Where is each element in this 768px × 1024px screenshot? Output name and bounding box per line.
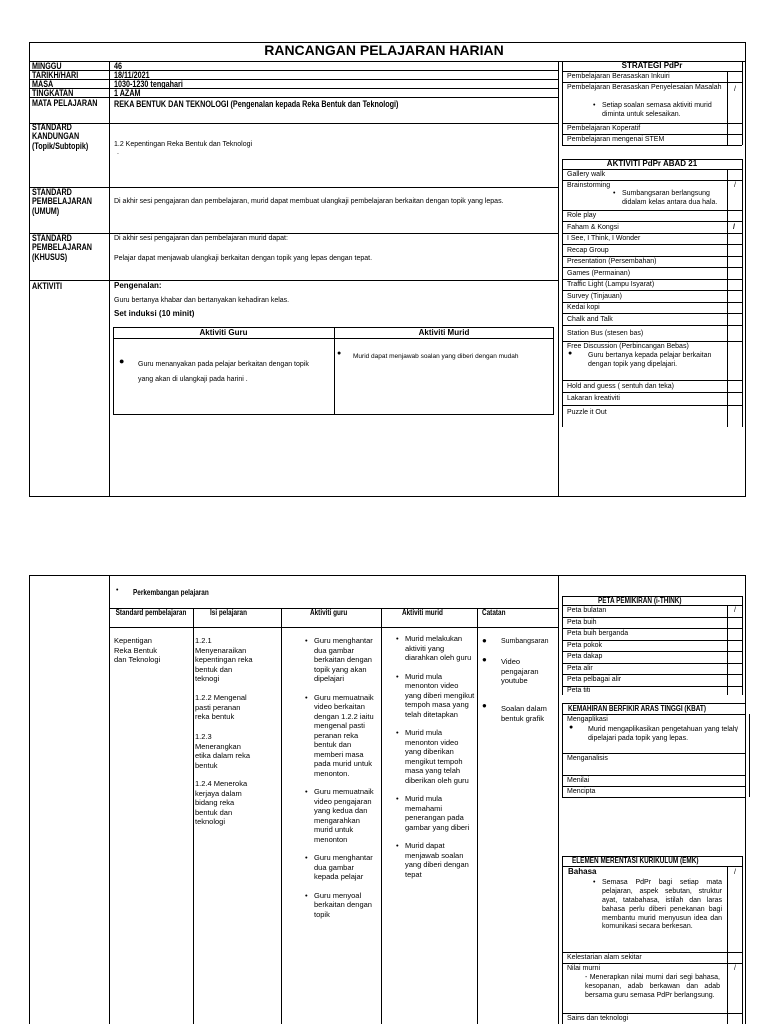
abad21-item-recap: Recap Group bbox=[567, 247, 609, 254]
peta-tick: / bbox=[734, 607, 736, 614]
guru-text: Guru menanyakan pada pelajar berkaitan dengan topik yang akan di ulangkaji pada harini . bbox=[138, 361, 309, 383]
abad21-item-presentation: Presentation (Persembahan) bbox=[567, 258, 657, 265]
emk-kelestarian: Kelestarian alam sekitar bbox=[567, 954, 642, 961]
pengenalan-text: Guru bertanya khabar dan bertanyakan kehadiran kelas. bbox=[114, 297, 290, 304]
murid-item-1: • Murid melakukan aktiviti yang diarahkan oleh guru bbox=[405, 634, 476, 663]
emk-nilai-text: - Menerapkan nilai murni dari segi bahasa, kesopanan, adab berkawan dan adab bersama guru semasa PdPr berlangsung. bbox=[585, 974, 720, 999]
mata-label: MATA PELAJARAN bbox=[32, 98, 98, 108]
emk-header: ELEMEN MERENTASI KURIKULUM (EMK) bbox=[572, 856, 699, 865]
catatan-3: Soalan dalam bentuk grafik bbox=[501, 704, 547, 723]
strategi-item-koperatif: Pembelajaran Koperatif bbox=[567, 125, 641, 132]
abad21-header: AKTIVITI PdPr ABAD 21 bbox=[606, 159, 698, 168]
emk-tick-bahasa: / bbox=[734, 869, 736, 876]
peta-item-bulatan: Peta bulatan bbox=[567, 607, 607, 614]
isi-4: 1.2.4 Meneroka kerjaya dalam bidang reka bentuk dan teknologi bbox=[195, 779, 248, 827]
kbat-bullet: Murid mengaplikasikan pengetahuan yang telah dipelajari pada topik yang lepas. bbox=[588, 726, 737, 742]
col-standard: Standard pembelajaran bbox=[115, 608, 187, 617]
abad21-tick-brainstorming: / bbox=[734, 182, 736, 189]
murid-item-2: • Murid mula menonton video yang diberi mengikut tempoh masa yang telah ditetapkan bbox=[405, 672, 476, 720]
catatan-1: Sumbangsaran bbox=[501, 638, 549, 645]
pengenalan-heading: Pengenalan: bbox=[114, 281, 162, 290]
catatan-2: Video pengajaran youtube bbox=[501, 657, 539, 686]
guru-item-3: • Guru memuatnaik video pengajaran yang kedua dan mengarahkan murid untuk menonton bbox=[314, 787, 374, 844]
strategi-item-inkuiri: Pembelajaran Berasaskan Inkuiri bbox=[567, 73, 670, 80]
peta-item-pokok: Peta pokok bbox=[567, 642, 603, 649]
peta-item-titi: Peta titi bbox=[567, 687, 591, 694]
mata-value: REKA BENTUK DAN TEKNOLOGI (Pengenalan kepada Reka Bentuk dan Teknologi) bbox=[114, 99, 399, 109]
abad21-item-lakaran: Lakaran kreativiti bbox=[567, 395, 620, 402]
masa-value: 1030-1230 tengahari bbox=[114, 79, 183, 89]
spk-value-1: Di akhir sesi pengajaran dan pembelajaran murid dapat: bbox=[114, 235, 288, 242]
emk-sains: Sains dan teknologi bbox=[567, 1015, 629, 1022]
abad21-item-hold: Hold and guess ( sentuh dan teka) bbox=[567, 383, 675, 390]
page-title: RANCANGAN PELAJARAN HARIAN bbox=[264, 42, 504, 58]
masa-label: MASA bbox=[32, 79, 54, 89]
abad21-item-traffic: Traffic Light (Lampu Isyarat) bbox=[567, 281, 655, 288]
col-murid: Aktiviti murid bbox=[402, 608, 443, 617]
abad21-item-isee: I See, I Think, I Wonder bbox=[567, 235, 641, 242]
murid-item-4: • Murid mula memahami penerangan pada gambar yang diberi bbox=[405, 794, 476, 832]
minggu-label: MINGGU bbox=[32, 61, 62, 71]
brainstorm-bullet: • Sumbangsaran berlangsung didalam kelas antara dua hala. bbox=[622, 190, 724, 208]
col-catatan: Catatan bbox=[482, 608, 506, 617]
guru-item-1: • Guru menghantar dua gambar berkaitan dengan topik yang akan dipelajari bbox=[314, 636, 374, 684]
abad21-item-station: Station Bus (stesen bas) bbox=[567, 330, 644, 337]
isi-1: 1.2.1 Menyenaraikan kepentingan reka bentuk dan teknogi bbox=[195, 636, 253, 684]
abad21-item-roleplay: Role play bbox=[567, 212, 597, 219]
murid-header: Aktiviti Murid bbox=[418, 328, 470, 337]
sk-label: STANDARD KANDUNGAN (Topik/Subtopik) bbox=[32, 122, 89, 151]
abad21-item-kedai: Kedai kopi bbox=[567, 304, 600, 311]
sk-value: 1.2 Kepentingan Reka Bentuk dan Teknologi bbox=[114, 141, 253, 148]
abad21-item-faham: Faham & Kongsi bbox=[567, 224, 619, 231]
peta-item-alir: Peta alir bbox=[567, 665, 593, 672]
abad21-item-survey: Survey (Tinjauan) bbox=[567, 293, 622, 300]
peta-header: PETA PEMIKIRAN (i-THINK) bbox=[598, 596, 682, 605]
murid-item-5: • Murid dapat menjawab soalan yang diberi dengan tepat bbox=[405, 841, 476, 879]
murid-text: Murid dapat menjawab soalan yang diberi dengan mudah bbox=[353, 353, 519, 360]
guru-item-4: • Guru menghantar dua gambar kepada pelajar bbox=[314, 853, 374, 882]
abad21-item-games: Games (Permainan) bbox=[567, 270, 631, 277]
tarikh-label: TARIKH/HARI bbox=[32, 70, 79, 80]
emk-tick-nilai: / bbox=[734, 965, 736, 972]
emk-bahasa-bullet: • Semasa PdPr bagi setiap mata pelajaran, aspek sebutan, struktur ayat, tatabahasa, istilah dan laras bahasa perlu diberi penekanan bagi membantu murid menyusun idea dan komunikasi secara berkesan. bbox=[602, 879, 722, 932]
peta-item-buih-berganda: Peta buih berganda bbox=[567, 630, 629, 637]
spu-label: STANDARD PEMBELAJARAN (UMUM) bbox=[32, 187, 93, 216]
free-bullet: Guru bertanya kepada pelajar berkaitan dengan topik yang dipelajari. bbox=[588, 352, 712, 368]
perkembangan-heading: Perkembangan pelajaran bbox=[133, 588, 209, 597]
tingkatan-value: 1 AZAM bbox=[114, 88, 141, 98]
spu-value: Di akhir sesi pengajaran dan pembelajaran, murid dapat membuat ulangkaji pembelajaran berkaitan dengan topik yang lepas. bbox=[114, 198, 504, 205]
emk-bahasa: Bahasa bbox=[568, 867, 597, 876]
kbat-item-menilai: Menilai bbox=[567, 777, 590, 784]
sk-dot: . bbox=[117, 149, 119, 156]
strategi-item-stem: Pembelajaran mengenai STEM bbox=[567, 136, 665, 143]
guru-item-2: • Guru memuatnaik video berkaitan dengan 1.2.2 iaitu mengenal pasti peranan reka bentuk dan memberi masa pada murid untuk menonton. bbox=[314, 693, 374, 779]
abad21-item-brainstorming: Brainstorming bbox=[567, 182, 611, 189]
kbat-header: KEMAHIRAN BERFIKIR ARAS TINGGI (KBAT) bbox=[568, 704, 706, 713]
spk-value-2: Pelajar dapat menjawab ulangkaji berkaitan dengan topik yang lepas dengan tepat. bbox=[114, 255, 373, 262]
kbat-tick: / bbox=[736, 727, 738, 734]
guru-item-5: • Guru menyoal berkaitan dengan topik bbox=[314, 891, 374, 920]
set-induksi-heading: Set induksi (10 minit) bbox=[114, 309, 195, 318]
kbat-item-menganalisis: Menganalisis bbox=[567, 755, 608, 762]
abad21-item-free: Free Discussion (Perbincangan Bebas) bbox=[567, 343, 689, 350]
guru-header: Aktiviti Guru bbox=[199, 328, 248, 337]
col-isi: Isi pelajaran bbox=[210, 608, 247, 617]
abad21-item-gallery: Gallery walk bbox=[567, 171, 606, 178]
col-guru: Aktiviti guru bbox=[310, 608, 348, 617]
isi-3: 1.2.3 Menerangkan etika dalam reka bentuk bbox=[195, 732, 251, 770]
peta-item-dakap: Peta dakap bbox=[567, 653, 603, 660]
kbat-item-mengaplikasi: Mengaplikasi bbox=[567, 716, 608, 723]
emk-nilai: Nilai murni bbox=[567, 965, 601, 972]
strategi-header: STRATEGI PdPr bbox=[621, 61, 683, 70]
abad21-item-chalk: Chalk and Talk bbox=[567, 316, 613, 323]
kbat-item-mencipta: Mencipta bbox=[567, 788, 596, 795]
peta-item-pelbagai-alir: Peta pelbagai alir bbox=[567, 676, 622, 683]
minggu-value: 46 bbox=[114, 61, 123, 71]
isi-2: 1.2.2 Mengenal pasti peranan reka bentuk bbox=[195, 693, 247, 722]
aktiviti-label: AKTIVITI bbox=[32, 281, 62, 291]
peta-item-buih: Peta buih bbox=[567, 619, 597, 626]
tingkatan-label: TINGKATAN bbox=[32, 88, 74, 98]
strategi-sub-bullet: • Setiap soalan semasa aktiviti murid diminta untuk selesaikan. bbox=[602, 102, 724, 120]
abad21-item-puzzle: Puzzle it Out bbox=[567, 409, 607, 416]
spk-label: STANDARD PEMBELAJARAN (KHUSUS) bbox=[32, 233, 93, 262]
strategi-item-masalah: Pembelajaran Berasaskan Penyelesaian Masalah bbox=[567, 84, 722, 91]
murid-item-3: • Murid mula menonton video yang diberikan mengikut tempoh masa yang telah diberikan oleh guru bbox=[405, 728, 476, 785]
strategi-tick: / bbox=[734, 86, 736, 93]
abad21-tick-faham: / bbox=[733, 224, 735, 231]
tarikh-value: 18/11/2021 bbox=[114, 70, 150, 80]
standard-text: Kepentigan Reka Bentuk dan Teknologi bbox=[114, 636, 161, 665]
